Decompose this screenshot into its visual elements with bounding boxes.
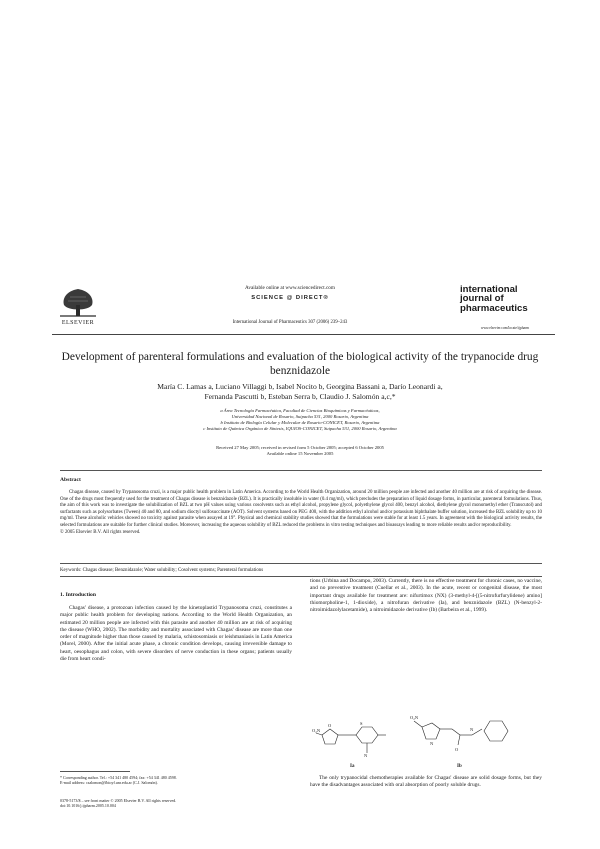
intro-left-column: Chagas' disease, a protozoan infection caused by the kinetoplastid Trypanosoma cruzi, constitutes a major public health problem for developing nations. According to the World Health Organization, an estimated 20 million people are infected with this parasite and another 40 million are at risk of acquiring the disease (WHO, 2002). The morbidity and mortality associated with Chagas' disease are more than one order of magnitude higher than those caused by malaria, schistosomiasis or leishmaniasis in Latin America (Morel, 2000). After the initial acute phase, a chronic condition develops, causing irreversible damage to heart, oesophagus and colon, with severe disorders of nerve conduction in these organs; patients usually die from heart condi- bbox=[60, 605, 292, 663]
footnote-divider bbox=[60, 771, 130, 772]
svg-text:O₂N: O₂N bbox=[410, 715, 419, 720]
affiliation: c Instituto de Química Orgánica de Síntesis, IQUIOS-CONICET, Suipacha 531, 2000 Rosario, Argentina bbox=[203, 426, 397, 431]
journal-url[interactable]: www.elsevier.com/locate/ijpharm bbox=[480, 326, 530, 330]
svg-text:N: N bbox=[470, 727, 474, 732]
issn-line: 0378-5173/$ – see front matter © 2005 Elsevier B.V. All rights reserved. bbox=[60, 798, 177, 803]
chemical-structures-figure bbox=[312, 705, 544, 771]
section-heading-introduction: 1. Introduction bbox=[60, 592, 96, 598]
publisher-name: ELSEVIER bbox=[61, 320, 95, 326]
header-divider bbox=[52, 334, 555, 335]
sciencedirect-logo: SCIENCE @ DIRECT® bbox=[251, 295, 329, 301]
structure-label-ia: Ia bbox=[350, 764, 355, 769]
abstract-heading: Abstract bbox=[60, 477, 81, 483]
svg-text:O: O bbox=[328, 723, 332, 728]
abstract-bottom-rule bbox=[60, 576, 542, 577]
author-line: Fernanda Pascutti b, Esteban Serra b, Claudio J. Salomón a,c,* bbox=[204, 392, 396, 401]
svg-text:O: O bbox=[455, 747, 459, 752]
svg-text:N: N bbox=[430, 741, 434, 746]
journal-title-line: international bbox=[460, 284, 518, 295]
received-dates: Received 27 May 2005; received in revised form 5 October 2005; accepted 6 October 2005 bbox=[216, 445, 384, 450]
footnotes bbox=[60, 775, 292, 785]
available-online-text: Available online at www.sciencedirect.com bbox=[245, 285, 335, 291]
paper-title: Development of parenteral formulations and evaluation of the biological activity of the trypanocide drug benznidazole bbox=[61, 351, 539, 377]
keywords: Keywords: Chagas disease; Benznidazole; Water solubility; Cosolvent systems; Parenteral formulations bbox=[60, 568, 264, 573]
journal-title-line: pharmaceutics bbox=[460, 302, 528, 314]
abstract-mid-rule bbox=[60, 563, 542, 564]
publication-dates bbox=[95, 445, 505, 457]
structure-label-ib: Ib bbox=[457, 764, 462, 769]
affiliation: a Área Tecnología Farmacéutica, Facultad de Ciencias Bioquímicas y Farmacéuticas, bbox=[220, 408, 380, 413]
intro-right-column-continued: The only trypanocidal chemotherapies available for Chagas' disease are solid dosage forms, but they have the disadvantages associated with oral absorption of poorly soluble drugs. bbox=[310, 775, 542, 789]
journal-title-line: journal of bbox=[460, 293, 504, 305]
journal-reference: International Journal of Pharmaceutics 307 (2006) 239–243 bbox=[232, 320, 348, 325]
corresponding-author-note: * Corresponding author. Tel.: +54 341 480 4594; fax: +54 341 480 4598. bbox=[60, 775, 177, 780]
issn-copyright bbox=[60, 798, 292, 808]
intro-right-column: tions (Urbina and Docampo, 2003). Currently, there is no effective treatment for chronic cases, no vaccine, and no preventive treatment (Cuellar et al., 2003). In the acute, recent or congenital disease, the most important drugs available for treatment are: nifurtimox (NX) (3-methyl-4-[(5-nitrofurfurylidene) amino] thiomorpholine-1, 1-dioxide), a nitrofuran derivative (Ia), and benznidazole (BZL) (N-benzyl-2-nitroimidazolylacetamide), a nitroimidazole derivative (Ib) (Barbeira et al., 1999). bbox=[310, 578, 542, 614]
affiliation: Universidad Nacional de Rosario, Suipacha 531, 2000 Rosario, Argentina bbox=[231, 414, 369, 419]
email-note[interactable]: E-mail address: csalomon@fbioyf.unr.edu.ar (C.J. Salomón). bbox=[60, 780, 158, 785]
abstract-text: Chagas disease, caused by Trypanosoma cruzi, is a major public health problem in Latin America. According to the World Health Organization, around 20 million people are infected and another 40 million are at risk of acquiring the disease. One of the drugs most frequently used for the treatment of Chagas disease is benznidazole (BZL). It is practically insoluble in water (0.4 mg/ml), which precludes the preparation of liquid dosage forms, in particular, parenteral formulations. Thus, the aim of this work was to investigate the solubilization of BZL at two pH values using various cosolvents such as ethyl alcohol, propylene glycol, polyethylene glycol 400, benzyl alcohol, diethylene glycol monomethyl ether (Transcutol) and surfactants such as polysorbates (Tween) 40 and 80, and sodium dioctyl sulfosuccinate (AOT). Solvent systems based on PEG 400, with the addition ethyl alcohol and/or potassium biphthalate buffer solution, increased the BZL solubility up to 10 mg/ml. These alcoholic vehicles showed no toxicity against parasite when assayed at 19°. Physical and chemical stability studies showed that the formulations were stable for at least 1.5 years. In agreement with the biological activity results, the selected formulations are suitable for further clinical studies. Moreover, increasing the aqueous solubility of BZL reduced the problems in vitro testing techniques and bioassays leading to more reliable results and/or reproducibility. bbox=[60, 490, 542, 528]
doi-line[interactable]: doi:10.1016/j.ijpharm.2005.10.004 bbox=[60, 803, 116, 808]
svg-text:N: N bbox=[364, 753, 368, 758]
abstract-copyright: © 2005 Elsevier B.V. All rights reserved. bbox=[60, 529, 141, 535]
author-list bbox=[70, 382, 530, 402]
structures-svg bbox=[312, 705, 544, 771]
abstract-top-rule bbox=[60, 470, 542, 471]
svg-text:O₂N: O₂N bbox=[312, 728, 321, 733]
svg-text:S: S bbox=[360, 721, 363, 726]
affiliations bbox=[95, 408, 505, 432]
author-line: María C. Lamas a, Luciano Villaggi b, Isabel Nocito b, Georgina Bassani a, Darío Leonardi a, bbox=[157, 382, 443, 391]
journal-title-block bbox=[460, 285, 555, 313]
online-date: Available online 15 November 2005 bbox=[266, 451, 334, 456]
affiliation: b Instituto de Biología Celular y Molecular de Rosario-CONICET, Rosario, Argentina bbox=[220, 420, 380, 425]
abstract-body bbox=[60, 490, 542, 536]
